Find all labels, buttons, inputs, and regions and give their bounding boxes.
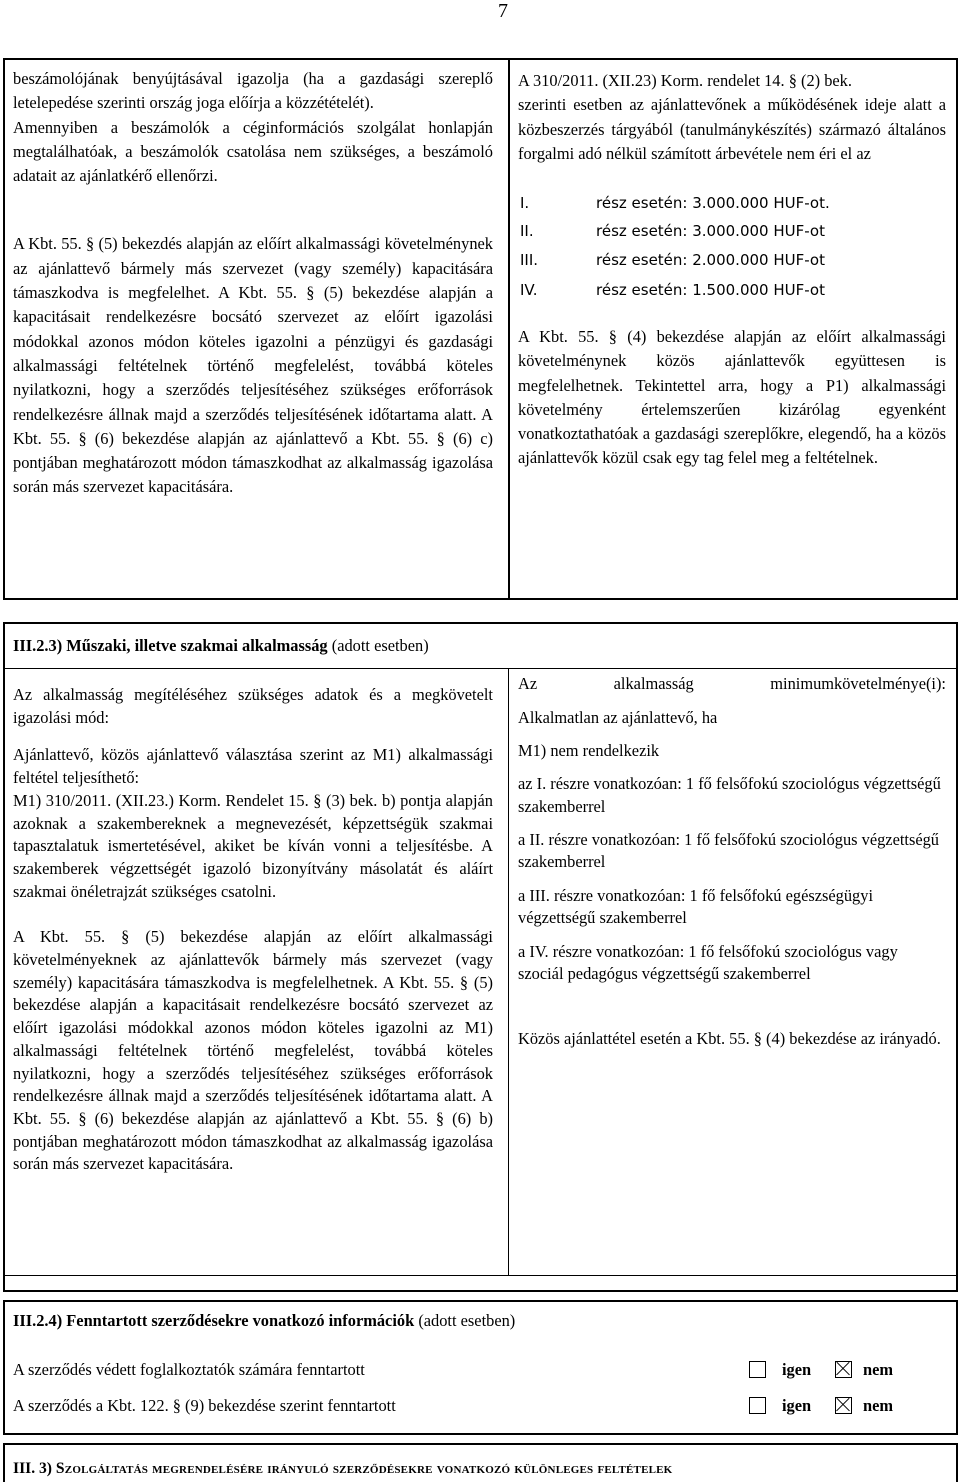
requirement-part-iii: a III. részre vonatkozóan: 1 fő felsőfokú egészségügyi végzettségű szakemberrel: [518, 885, 873, 928]
company-info-paragraph: Amennyiben a beszámolók a céginformációs szolgálat honlapján megtalálhatóak, a beszámolók csatolása nem szükséges, a beszámoló adatait az ajánlatkérő ellenőrzi.: [13, 117, 493, 186]
reserved-protected-no-checkbox[interactable]: [835, 1361, 852, 1378]
section-324-title: [13, 1311, 515, 1331]
joint-bidder-paragraph: A Kbt. 55. § (4) bekezdése alapján az előírt alkalmassági követelménynek közös ajánlattevők együttesen is megfelelhetnek. Tekintettel arra, hogy a P1) alkalmassági követelmény értelemszerűen kizárólag egyenként vonatkoztathatóak a gazdasági szereplőkre, elegendő, ha a közös ajánlattevők közül csak egy tag felel meg a feltételnek.: [518, 327, 946, 468]
section-324-title-bold: III.2.4) Fenntartott szerződésekre vonatkozó információk: [13, 1311, 415, 1330]
inner-table-bottom-border: [3, 1275, 958, 1276]
requirement-part-iv: a IV. részre vonatkozóan: 1 fő felsőfokú szociológus vagy szociál pedagógus végzettségű szakemberrel: [518, 941, 898, 984]
list-text: rész esetén: 1.500.000 HUF-ot: [596, 281, 825, 299]
section-33-right-border: [956, 1443, 958, 1482]
section-322-title-bold: III.2.3) Műszaki, illetve szakmai alkalmasság: [13, 636, 328, 655]
revenue-intro: szerinti esetben az ajánlattevőnek a működésének ideje alatt a közbeszerzés tárgyából (tanulmánykészítés) származó általános forgalmi adó nélkül számított árbevétele nem éri el az: [518, 95, 946, 163]
reserved-kbt122-yes-checkbox[interactable]: [749, 1397, 766, 1414]
section-322-left-border: [3, 622, 5, 1292]
list-number: II.: [520, 222, 534, 240]
section-322-right-border: [956, 622, 958, 1292]
list-number: IV.: [520, 281, 538, 299]
top-table-bottom-border: [3, 598, 958, 600]
section-324-title-note: (adott esetben): [418, 1311, 516, 1330]
reserved-kbt122-yes-label: igen: [782, 1396, 812, 1415]
section-324-top-border: [3, 1300, 958, 1302]
minimum-requirements-cell: [518, 673, 946, 1051]
section-322-title-note: (adott esetben): [331, 636, 429, 655]
m1-requirement-paragraph: M1) 310/2011. (XII.23.) Korm. Rendelet 15. § (3) bek. b) pontja alapján azoknak a szakembereknek a megnevezését, képzettségük szakmai tapasztalatuk ismertetésével, akiket be kíván vonni a teljesítésbe. A szakemberek végzettségét igazoló bizonyítvány másolatát és aláírt szakmai önéletrajzát szükséges csatolni.: [13, 790, 493, 901]
section-33-left-border: [3, 1443, 5, 1482]
m1-option-paragraph: Ajánlattevő, közös ajánlattevő választása szerint az M1) alkalmassági feltétel teljesíthető:: [13, 745, 493, 788]
section-324-right-border: [956, 1300, 958, 1435]
minimum-requirements-heading: Az alkalmasság minimumkövetelménye(i):: [518, 674, 946, 693]
list-number: III.: [520, 251, 539, 269]
list-text: rész esetén: 3.000.000 HUF-ot.: [596, 194, 830, 212]
financial-report-paragraph: beszámolójának benyújtásával igazolja (ha a gazdasági szereplő letelepedése szerinti ország joga előírja a közzétételét).: [13, 69, 493, 113]
capacity-paragraph: A Kbt. 55. § (5) bekezdés alapján az előírt alkalmassági követelménynek az ajánlattevő bármely más szervezet (vagy személy) kapacitására támaszkodva is megfelelhet. A Kbt. 55. § (5) bekezdése alapján a kapacitásait rendelkezésre bocsátó szervezet az előírt igazolási módokkal azonos módon köteles igazolni a pénzügyi és gazdasági alkalmassági feltételnek történő megfelelést, továbbá köteles nyilatkozni, hogy a szerződés teljesítéséhez szükséges erőforrások rendelkezésre állnak majd a szerződés teljesítésének időtartama alatt. A Kbt. 55. § (6) bekezdése alapján az ajánlattevő a Kbt. 55. § (6) c) pontjában meghatározott módon támaszkodhat az alkalmasság igazolása során más szervezet kapacitására.: [13, 234, 493, 497]
section-33-title: [13, 1460, 672, 1478]
list-text: rész esetén: 2.000.000 HUF-ot: [596, 251, 825, 269]
reserved-protected-label: A szerződés védett foglalkoztatók számára fenntartott: [13, 1360, 365, 1379]
page-number: 7: [498, 0, 508, 22]
top-table-left-border: [3, 58, 5, 600]
reserved-protected-yes-checkbox[interactable]: [749, 1361, 766, 1378]
section-322-title: [13, 636, 429, 656]
regulation-reference: A 310/2011. (XII.23) Korm. rendelet 14. § (2) bek.: [518, 71, 852, 90]
section-33-number: III. 3): [13, 1460, 52, 1477]
list-number: I.: [520, 194, 530, 212]
data-requirements-cell: [13, 684, 493, 1176]
section-322-top-border: [3, 622, 958, 624]
reserved-kbt122-no-checkbox[interactable]: [835, 1397, 852, 1414]
section-324-left-border: [3, 1300, 5, 1435]
requirement-part-ii: a II. részre vonatkozóan: 1 fő felsőfokú szociológus végzettségű szakemberrel: [518, 830, 940, 872]
inner-table-divider: [508, 668, 509, 1276]
reserved-kbt122-no-label: nem: [863, 1396, 894, 1415]
reserved-protected-yes-label: igen: [782, 1360, 812, 1379]
joint-tender-note: Közös ajánlattétel esetén a Kbt. 55. § (4) bekezdése az irányadó.: [518, 1029, 941, 1049]
unfit-condition: Alkalmatlan az ajánlattevő, ha: [518, 708, 718, 728]
top-table-divider: [508, 58, 510, 600]
list-text: rész esetén: 3.000.000 HUF-ot: [596, 222, 825, 240]
section-322-bottom-border: [3, 1290, 958, 1292]
top-left-cell: [13, 67, 493, 500]
requirement-part-i: az I. részre vonatkozóan: 1 fő felsőfokú szociológus végzettségű szakemberrel: [518, 774, 941, 816]
reserved-protected-no-label: nem: [863, 1360, 894, 1379]
section-324-bottom-border: [3, 1433, 958, 1435]
m1-capacity-paragraph: A Kbt. 55. § (5) bekezdése alapján az előírt alkalmassági követelményeknek az ajánlattevők bármely más szervezet (vagy személy) kapacitására támaszkodva is megfelelhetnek. A Kbt. 55. § (5) bekezdése alapján a kapacitásait rendelkezésre bocsátó szervezet az előírt igazolási módokkal azonos módon köteles igazolni az M1) alkalmassági feltételnek történő megfelelést, továbbá köteles nyilatkozni, hogy a szerződés teljesítéséhez szükséges erőforrások rendelkezésre állnak majd a szerződés teljesítésének időtartama alatt. A Kbt. 55. § (6) bekezdése alapján az ajánlattevő a Kbt. 55. § (6) b) pontjában meghatározott módon támaszkodhat az alkalmasság igazolása során más szervezet kapacitására.: [13, 927, 493, 1174]
inner-table-top-border: [3, 668, 958, 669]
joint-bidder-paragraph-cell: [518, 325, 946, 471]
section-33-heading: Szolgáltatás megrendelésére irányuló szerződésekre vonatkozó különleges feltételek: [55, 1460, 673, 1477]
reserved-kbt122-label: A szerződés a Kbt. 122. § (9) bekezdése szerint fenntartott: [13, 1396, 396, 1415]
data-requirements-heading: Az alkalmasság megítéléséhez szükséges adatok és a megkövetelt igazolási mód:: [13, 685, 493, 727]
top-table-right-border: [956, 58, 958, 600]
top-table-top-border: [3, 58, 958, 60]
top-right-cell: [518, 69, 946, 166]
section-33-top-border: [3, 1443, 958, 1445]
m1-condition: M1) nem rendelkezik: [518, 740, 660, 760]
